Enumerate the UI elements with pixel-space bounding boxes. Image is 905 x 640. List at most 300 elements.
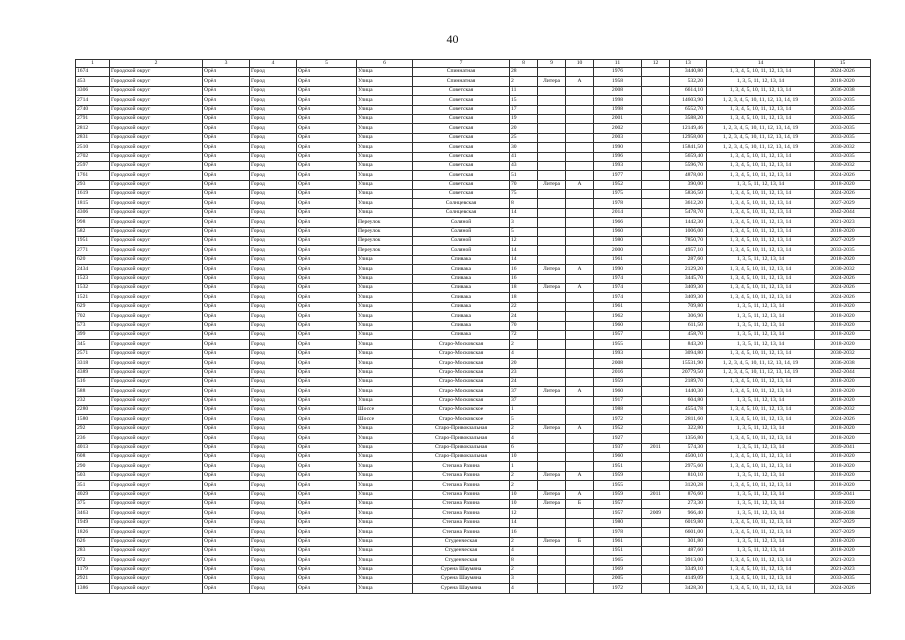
cell-area: 3120,28	[670, 481, 707, 490]
cell-area: 4957,10	[670, 246, 707, 255]
cell-settlement: Орёл	[297, 208, 357, 217]
cell-settlement: Орёл	[297, 537, 357, 546]
cell-street-type: Шоссе	[357, 406, 413, 415]
cell-year-reconstructed	[642, 124, 670, 133]
cell-municipality: Орёл	[203, 406, 250, 415]
cell-settlement: Орёл	[297, 180, 357, 189]
cell-street-name: Старо-Московская	[413, 368, 510, 377]
cell-row-id: 2771	[76, 246, 110, 255]
cell-municipality: Орёл	[203, 575, 250, 584]
cell-street-type: Улица	[357, 565, 413, 574]
cell-municipality: Орёл	[203, 462, 250, 471]
cell-municipality-type: Городской округ	[110, 312, 203, 321]
cell-row-id: 2791	[76, 114, 110, 123]
table-row	[76, 490, 871, 499]
cell-area: 12149,46	[670, 124, 707, 133]
cell-settlement-type: Город	[250, 105, 297, 114]
cell-settlement: Орёл	[297, 368, 357, 377]
cell-settlement-type: Город	[250, 255, 297, 264]
cell-year-reconstructed	[642, 86, 670, 95]
cell-building-letter-label	[538, 293, 566, 302]
cell-settlement-type: Город	[250, 302, 297, 311]
cell-year-reconstructed	[642, 68, 670, 77]
table-row	[76, 349, 871, 358]
cell-building-letter-label	[538, 528, 566, 537]
cell-area: 3612,20	[670, 199, 707, 208]
cell-municipality-type: Городской округ	[110, 340, 203, 349]
table-row	[76, 302, 871, 311]
cell-work-types: 1, 3, 4, 5, 10, 11, 12, 13, 14	[707, 208, 815, 217]
cell-street-type: Переулок	[357, 246, 413, 255]
cell-building-letter-label: Литера	[538, 499, 566, 508]
cell-street-type: Переулок	[357, 237, 413, 246]
cell-work-types: 1, 3, 4, 5, 10, 11, 12, 13, 14	[707, 434, 815, 443]
cell-year-reconstructed: 2009	[642, 509, 670, 518]
cell-street-name: Соляной	[413, 227, 510, 236]
cell-year-reconstructed	[642, 340, 670, 349]
cell-street-name: Спивака	[413, 283, 510, 292]
cell-year-built: 1959	[594, 471, 642, 480]
cell-street-name: Степана Разина	[413, 518, 510, 527]
cell-row-id: 4029	[76, 490, 110, 499]
cell-year-built: 1975	[594, 190, 642, 199]
cell-street-type: Переулок	[357, 227, 413, 236]
cell-municipality: Орёл	[203, 114, 250, 123]
cell-municipality: Орёл	[203, 265, 250, 274]
cell-municipality-type: Городской округ	[110, 208, 203, 217]
cell-work-types: 1, 3, 4, 5, 10, 11, 12, 13, 14	[707, 556, 815, 565]
table-row	[76, 246, 871, 255]
cell-row-id: 2740	[76, 105, 110, 114]
cell-house-number: 20	[510, 124, 538, 133]
cell-year-reconstructed	[642, 199, 670, 208]
cell-building-letter	[566, 208, 594, 217]
cell-street-name: Советская	[413, 171, 510, 180]
cell-building-letter-label	[538, 152, 566, 161]
cell-settlement: Орёл	[297, 274, 357, 283]
cell-area: 1442,30	[670, 218, 707, 227]
cell-year-built: 1962	[594, 312, 642, 321]
cell-period: 2024-2026	[815, 584, 871, 593]
cell-year-built: 1937	[594, 443, 642, 452]
cell-work-types: 1, 3, 4, 5, 10, 11, 12, 13, 14	[707, 274, 815, 283]
table-row	[76, 312, 871, 321]
cell-period: 2018-2020	[815, 537, 871, 546]
table-row	[76, 415, 871, 424]
cell-row-id: 2434	[76, 265, 110, 274]
table-row	[76, 321, 871, 330]
cell-year-built: 1990	[594, 265, 642, 274]
cell-building-letter-label	[538, 377, 566, 386]
cell-row-id: 232	[76, 396, 110, 405]
cell-street-type: Улица	[357, 471, 413, 480]
cell-work-types: 1, 3, 5, 11, 12, 13, 14	[707, 537, 815, 546]
cell-street-name: Степана Разина	[413, 490, 510, 499]
cell-street-name: Старо-Привокзальная	[413, 443, 510, 452]
cell-period: 2021-2023	[815, 218, 871, 227]
cell-row-id: 2714	[76, 96, 110, 105]
cell-period: 2042-2044	[815, 368, 871, 377]
cell-settlement: Орёл	[297, 124, 357, 133]
cell-row-id: 1580	[76, 415, 110, 424]
cell-year-reconstructed	[642, 227, 670, 236]
cell-building-letter-label	[538, 546, 566, 555]
cell-area: 3913,00	[670, 556, 707, 565]
cell-municipality-type: Городской округ	[110, 406, 203, 415]
cell-year-reconstructed	[642, 565, 670, 574]
cell-work-types: 1, 3, 5, 11, 12, 13, 14	[707, 302, 815, 311]
cell-period: 2033-2035	[815, 152, 871, 161]
cell-street-type: Улица	[357, 462, 413, 471]
header-row	[76, 60, 871, 68]
cell-building-letter	[566, 199, 594, 208]
cell-year-built: 1976	[594, 68, 642, 77]
cell-building-letter: А	[566, 283, 594, 292]
cell-work-types: 1, 3, 5, 11, 12, 13, 14	[707, 499, 815, 508]
cell-municipality: Орёл	[203, 133, 250, 142]
cell-year-reconstructed	[642, 255, 670, 264]
cell-year-built: 1951	[594, 462, 642, 471]
cell-street-name: Спивака	[413, 293, 510, 302]
cell-building-letter	[566, 565, 594, 574]
cell-year-built: 1961	[594, 537, 642, 546]
cell-municipality: Орёл	[203, 283, 250, 292]
cell-building-letter-label: Литера	[538, 283, 566, 292]
cell-year-reconstructed	[642, 114, 670, 123]
cell-area: 15531,90	[670, 359, 707, 368]
table-row	[76, 537, 871, 546]
cell-work-types: 1, 3, 5, 11, 12, 13, 14	[707, 546, 815, 555]
cell-settlement: Орёл	[297, 349, 357, 358]
cell-municipality-type: Городской округ	[110, 96, 203, 105]
cell-municipality: Орёл	[203, 321, 250, 330]
cell-street-type: Улица	[357, 321, 413, 330]
cell-area: 5478,70	[670, 208, 707, 217]
cell-building-letter-label	[538, 434, 566, 443]
cell-settlement-type: Город	[250, 453, 297, 462]
cell-municipality: Орёл	[203, 565, 250, 574]
cell-municipality-type: Городской округ	[110, 180, 203, 189]
table-row	[76, 96, 871, 105]
cell-area: 487,60	[670, 546, 707, 555]
column-header: 13	[670, 60, 707, 68]
cell-street-name: Соляной	[413, 246, 510, 255]
cell-house-number: 2	[510, 565, 538, 574]
cell-street-name: Спивака	[413, 302, 510, 311]
column-header: 9	[538, 60, 566, 68]
cell-municipality: Орёл	[203, 124, 250, 133]
cell-municipality: Орёл	[203, 556, 250, 565]
cell-area: 4878,00	[670, 171, 707, 180]
cell-period: 2018-2020	[815, 453, 871, 462]
cell-settlement-type: Город	[250, 584, 297, 593]
cell-municipality-type: Городской округ	[110, 509, 203, 518]
cell-settlement: Орёл	[297, 359, 357, 368]
cell-settlement: Орёл	[297, 406, 357, 415]
cell-year-reconstructed: 2011	[642, 490, 670, 499]
cell-street-type: Улица	[357, 77, 413, 86]
cell-street-name: Советская	[413, 133, 510, 142]
cell-municipality-type: Городской округ	[110, 190, 203, 199]
table-row	[76, 424, 871, 433]
table-row	[76, 77, 871, 86]
cell-street-name: Старо-Привокзальная	[413, 424, 510, 433]
cell-municipality-type: Городской округ	[110, 171, 203, 180]
cell-municipality: Орёл	[203, 424, 250, 433]
cell-settlement-type: Город	[250, 490, 297, 499]
cell-work-types: 1, 2, 3, 4, 5, 10, 11, 12, 13, 14, 19	[707, 359, 815, 368]
cell-period: 2018-2020	[815, 546, 871, 555]
cell-house-number: 70	[510, 321, 538, 330]
cell-house-number: 28	[510, 68, 538, 77]
cell-period: 2018-2020	[815, 396, 871, 405]
table-row	[76, 255, 871, 264]
cell-year-reconstructed	[642, 208, 670, 217]
table-row	[76, 453, 871, 462]
cell-settlement-type: Город	[250, 481, 297, 490]
cell-period: 2033-2035	[815, 133, 871, 142]
cell-building-letter	[566, 114, 594, 123]
cell-street-type: Улица	[357, 208, 413, 217]
cell-municipality-type: Городской округ	[110, 462, 203, 471]
cell-street-name: Студенческая	[413, 556, 510, 565]
cell-street-type: Улица	[357, 330, 413, 339]
column-header: 12	[642, 60, 670, 68]
cell-settlement-type: Город	[250, 518, 297, 527]
cell-municipality-type: Городской округ	[110, 584, 203, 593]
cell-area: 3428,30	[670, 584, 707, 593]
cell-year-reconstructed	[642, 556, 670, 565]
cell-period: 2027-2029	[815, 237, 871, 246]
cell-municipality: Орёл	[203, 481, 250, 490]
cell-municipality: Орёл	[203, 584, 250, 593]
cell-municipality: Орёл	[203, 330, 250, 339]
cell-period: 2030-2032	[815, 143, 871, 152]
cell-building-letter-label	[538, 481, 566, 490]
cell-work-types: 1, 3, 4, 5, 10, 11, 12, 13, 14	[707, 415, 815, 424]
cell-area: 810,10	[670, 471, 707, 480]
cell-municipality: Орёл	[203, 499, 250, 508]
cell-period: 2024-2026	[815, 283, 871, 292]
cell-street-type: Улица	[357, 490, 413, 499]
cell-settlement-type: Город	[250, 68, 297, 77]
cell-settlement-type: Город	[250, 246, 297, 255]
cell-row-id: 2921	[76, 575, 110, 584]
cell-work-types: 1, 3, 5, 11, 12, 13, 14	[707, 509, 815, 518]
cell-building-letter-label: Литера	[538, 537, 566, 546]
cell-street-name: Сурена Шаумяна	[413, 575, 510, 584]
cell-year-built: 1957	[594, 509, 642, 518]
cell-period: 2033-2035	[815, 575, 871, 584]
table-row	[76, 387, 871, 396]
cell-settlement-type: Город	[250, 415, 297, 424]
cell-municipality: Орёл	[203, 246, 250, 255]
cell-street-name: Спивака	[413, 255, 510, 264]
column-header: 5	[297, 60, 357, 68]
cell-street-type: Улица	[357, 528, 413, 537]
cell-municipality: Орёл	[203, 377, 250, 386]
cell-period: 2027-2029	[815, 199, 871, 208]
cell-street-name: Сурена Шаумяна	[413, 584, 510, 593]
cell-house-number: 8	[510, 556, 538, 565]
table-row	[76, 124, 871, 133]
cell-street-name: Спивака	[413, 321, 510, 330]
cell-period: 2018-2020	[815, 255, 871, 264]
cell-row-id: 1532	[76, 283, 110, 292]
cell-area: 6552,70	[670, 105, 707, 114]
cell-year-built: 1996	[594, 152, 642, 161]
cell-building-letter	[566, 546, 594, 555]
table-row	[76, 396, 871, 405]
cell-settlement: Орёл	[297, 152, 357, 161]
column-header: 1	[76, 60, 110, 68]
cell-building-letter-label	[538, 584, 566, 593]
cell-house-number: 4	[510, 434, 538, 443]
cell-building-letter	[566, 96, 594, 105]
cell-street-type: Улица	[357, 302, 413, 311]
cell-row-id: 972	[76, 556, 110, 565]
cell-period: 2030-2032	[815, 349, 871, 358]
table-row	[76, 499, 871, 508]
cell-building-letter-label	[538, 124, 566, 133]
cell-house-number: 37	[510, 396, 538, 405]
cell-house-number: 14	[510, 208, 538, 217]
cell-settlement: Орёл	[297, 218, 357, 227]
cell-area: 5596,70	[670, 161, 707, 170]
cell-building-letter-label	[538, 575, 566, 584]
cell-work-types: 1, 3, 5, 11, 12, 13, 14	[707, 312, 815, 321]
cell-street-name: Спиннатная	[413, 68, 510, 77]
cell-settlement: Орёл	[297, 518, 357, 527]
cell-year-reconstructed	[642, 377, 670, 386]
cell-building-letter	[566, 105, 594, 114]
cell-building-letter-label	[538, 255, 566, 264]
cell-municipality: Орёл	[203, 255, 250, 264]
cell-work-types: 1, 2, 3, 4, 5, 10, 11, 12, 13, 14, 19	[707, 368, 815, 377]
cell-street-name: Советская	[413, 124, 510, 133]
cell-street-name: Старо-Московское	[413, 406, 510, 415]
cell-building-letter-label	[538, 368, 566, 377]
cell-street-name: Спивака	[413, 274, 510, 283]
cell-settlement-type: Город	[250, 462, 297, 471]
cell-year-reconstructed	[642, 575, 670, 584]
cell-row-id: 2812	[76, 124, 110, 133]
cell-work-types: 1, 2, 3, 4, 5, 10, 11, 12, 13, 14, 19	[707, 96, 815, 105]
cell-building-letter-label	[538, 359, 566, 368]
column-header: 8	[510, 60, 538, 68]
cell-settlement: Орёл	[297, 471, 357, 480]
cell-street-name: Соляной	[413, 237, 510, 246]
cell-building-letter	[566, 556, 594, 565]
cell-period: 2027-2029	[815, 518, 871, 527]
cell-house-number: 20	[510, 359, 538, 368]
cell-building-letter	[566, 152, 594, 161]
cell-settlement: Орёл	[297, 481, 357, 490]
cell-municipality: Орёл	[203, 274, 250, 283]
cell-settlement: Орёл	[297, 171, 357, 180]
column-header: 15	[815, 60, 871, 68]
cell-street-name: Спивака	[413, 265, 510, 274]
cell-settlement: Орёл	[297, 340, 357, 349]
cell-street-type: Улица	[357, 143, 413, 152]
cell-street-type: Переулок	[357, 218, 413, 227]
cell-year-built: 1960	[594, 453, 642, 462]
cell-row-id: 4013	[76, 443, 110, 452]
cell-house-number: 8	[510, 199, 538, 208]
table-row	[76, 105, 871, 114]
cell-building-letter-label	[538, 330, 566, 339]
cell-settlement: Орёл	[297, 105, 357, 114]
cell-house-number: 4	[510, 584, 538, 593]
cell-building-letter-label: Литера	[538, 77, 566, 86]
cell-building-letter-label: Литера	[538, 265, 566, 274]
cell-building-letter	[566, 434, 594, 443]
cell-period: 2018-2020	[815, 330, 871, 339]
cell-year-built: 1952	[594, 180, 642, 189]
cell-work-types: 1, 3, 5, 11, 12, 13, 14	[707, 424, 815, 433]
cell-work-types: 1, 3, 5, 11, 12, 13, 14	[707, 340, 815, 349]
cell-year-reconstructed	[642, 387, 670, 396]
cell-settlement: Орёл	[297, 509, 357, 518]
cell-settlement-type: Город	[250, 218, 297, 227]
cell-building-letter	[566, 246, 594, 255]
cell-municipality: Орёл	[203, 208, 250, 217]
cell-building-letter-label	[538, 237, 566, 246]
cell-year-built: 1917	[594, 396, 642, 405]
cell-work-types: 1, 3, 4, 5, 10, 11, 12, 13, 14	[707, 68, 815, 77]
cell-area: 843,20	[670, 340, 707, 349]
cell-row-id: 1951	[76, 237, 110, 246]
cell-street-name: Старо-Московская	[413, 349, 510, 358]
cell-building-letter-label	[538, 246, 566, 255]
cell-settlement: Орёл	[297, 330, 357, 339]
cell-year-built: 1998	[594, 105, 642, 114]
cell-work-types: 1, 3, 4, 5, 10, 11, 12, 13, 14	[707, 199, 815, 208]
cell-period: 2021-2023	[815, 565, 871, 574]
cell-street-type: Улица	[357, 190, 413, 199]
cell-street-type: Улица	[357, 133, 413, 142]
cell-street-name: Соляной	[413, 218, 510, 227]
cell-municipality-type: Городской округ	[110, 396, 203, 405]
cell-house-number: 51	[510, 171, 538, 180]
cell-house-number: 10	[510, 499, 538, 508]
cell-year-reconstructed	[642, 105, 670, 114]
cell-house-number: 70	[510, 180, 538, 189]
cell-year-reconstructed	[642, 518, 670, 527]
cell-building-letter-label: Литера	[538, 471, 566, 480]
cell-building-letter	[566, 575, 594, 584]
cell-work-types: 1, 3, 5, 11, 12, 13, 14	[707, 180, 815, 189]
cell-settlement: Орёл	[297, 265, 357, 274]
cell-year-reconstructed	[642, 481, 670, 490]
cell-house-number: 37	[510, 387, 538, 396]
cell-year-reconstructed	[642, 302, 670, 311]
table-row	[76, 180, 871, 189]
cell-settlement-type: Город	[250, 293, 297, 302]
cell-municipality-type: Городской округ	[110, 499, 203, 508]
cell-period: 2024-2026	[815, 415, 871, 424]
cell-year-built: 1969	[594, 565, 642, 574]
cell-house-number: 2	[510, 471, 538, 480]
cell-municipality-type: Городской округ	[110, 490, 203, 499]
cell-municipality-type: Городской округ	[110, 368, 203, 377]
cell-work-types: 1, 3, 4, 5, 10, 11, 12, 13, 14	[707, 161, 815, 170]
cell-settlement-type: Город	[250, 359, 297, 368]
cell-settlement: Орёл	[297, 434, 357, 443]
cell-year-built: 1959	[594, 490, 642, 499]
cell-area: 1006,00	[670, 227, 707, 236]
cell-building-letter	[566, 218, 594, 227]
